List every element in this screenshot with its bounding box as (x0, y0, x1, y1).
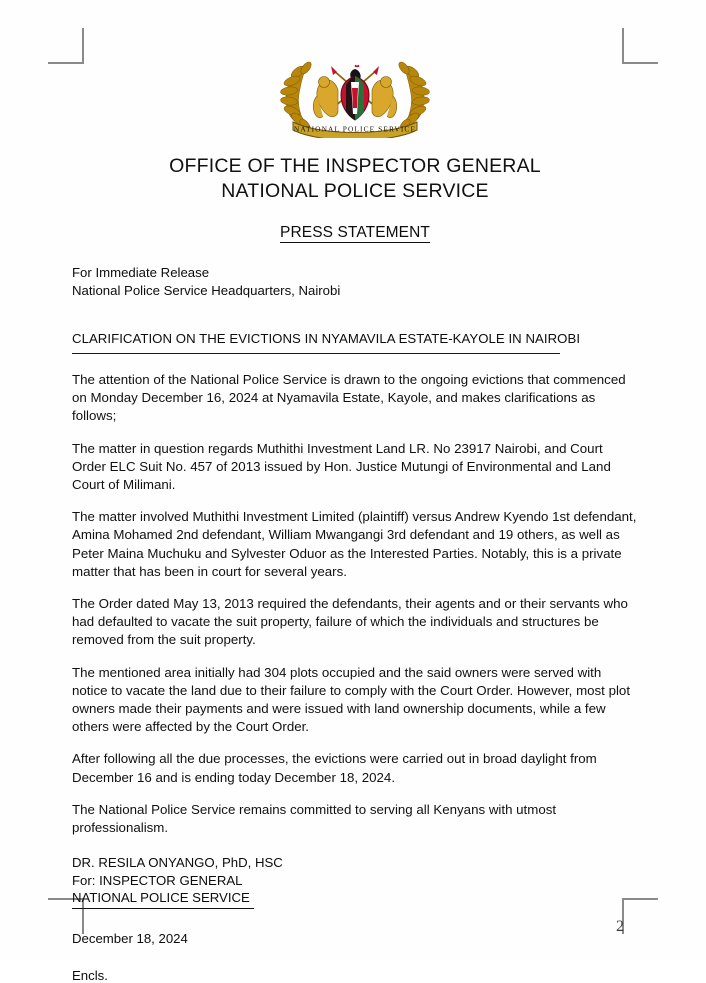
document-type-label: PRESS STATEMENT (280, 224, 430, 241)
signature-block (72, 854, 638, 909)
statement-body (72, 371, 638, 837)
statement-paragraph: The matter in question regards Muthithi Investment Land LR. No 23917 Nairobi, and Court Order ELC Suit No. 457 of 2013 issued by Hon. Justice Mutungi of Environmental and Land Court of Milimani. (72, 440, 611, 493)
release-info (72, 264, 638, 299)
page-number: 2 (616, 918, 624, 935)
kenya-national-police-service-coat-of-arms-icon (271, 52, 439, 138)
signatory-role: For: INSPECTOR GENERAL (72, 872, 243, 888)
statement-paragraph: After following all the due processes, the evictions were carried out in broad daylight from December 16 and is ending today December 18, 2024. (72, 751, 597, 785)
release-origin: National Police Service Headquarters, Nairobi (72, 282, 341, 298)
statement-paragraph: The mentioned area initially had 304 plots occupied and the said owners were served with notice to vacate the land due to their failure to comply with the Court Order. However, most plot owners made their payments and were issued with land ownership documents, while a few others were affected by the Court Order. (72, 664, 631, 735)
statement-paragraph: The Order dated May 13, 2013 required the defendants, their agents and or their servants who had defaulted to vacate the suit property, failure of which the individuals and structures be removed from the suit property. (72, 596, 628, 648)
statement-paragraph: The attention of the National Police Service is drawn to the ongoing evictions that commenced on Monday December 16, 2024 at Nyamavila Estate, Kayole, and makes clarifications as follows; (72, 372, 626, 424)
release-immediacy: For Immediate Release (72, 265, 210, 280)
emblem-container (72, 52, 638, 138)
subject-divider (72, 353, 560, 354)
enclosures-note: Encls. (72, 967, 108, 983)
signature-date: December 18, 2024 (72, 930, 188, 946)
statement-paragraph: The matter involved Muthithi Investment Limited (plaintiff) versus Andrew Kyendo 1st defendant, Amina Mohamed 2nd defendant, William Mwangangi 3rd defendant and 19 others, as well as Peter Maina Muchuku and Sylvester Oduor as the Interested Parties. Notably, this is a private matter that has been in court for several years. (72, 509, 637, 579)
page-title-line-1: OFFICE OF THE INSPECTOR GENERAL (169, 155, 541, 177)
document-type-heading (72, 224, 638, 242)
signatory-name: DR. RESILA ONYANGO, PhD, HSC (72, 855, 283, 871)
page-title-line-2: NATIONAL POLICE SERVICE (221, 180, 489, 202)
statement-paragraph: The National Police Service remains committed to serving all Kenyans with utmost professionalism. (72, 801, 557, 836)
emblem-banner-text: NATIONAL POLICE SERVICE (293, 124, 417, 134)
subject-line: CLARIFICATION ON THE EVICTIONS IN NYAMAVILA ESTATE-KAYOLE IN NAIROBI (72, 331, 581, 346)
signatory-organisation: NATIONAL POLICE SERVICE (72, 889, 254, 909)
page-title (72, 154, 638, 204)
document-content (72, 52, 638, 983)
